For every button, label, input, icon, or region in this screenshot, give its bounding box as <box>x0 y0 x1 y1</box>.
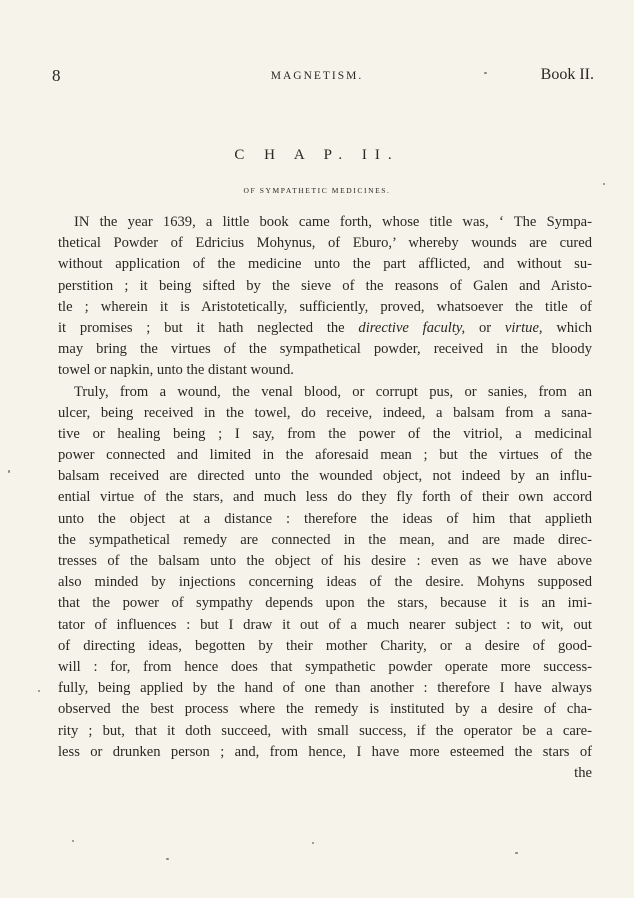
text-line: tle ; wherein it is Aristotetically, sufficiently, proved, whatsoever the title of <box>58 298 592 315</box>
text-line: also minded by injections concerning ideas of the desire. Mohyns supposed <box>58 574 592 591</box>
paper-speck <box>515 852 518 854</box>
text-line: without application of the medicine unto the part afflicted, and without su- <box>58 256 592 273</box>
text-line: rity ; but, that it doth succeed, with small success, if the operator be a care- <box>58 722 592 739</box>
paragraph-2 <box>58 382 592 785</box>
paper-speck <box>72 840 74 842</box>
text-line: thetical Powder of Edricius Mohynus, of Eburo,’ whereby wounds are cured <box>58 235 592 252</box>
text-segment: or <box>478 319 492 336</box>
page-number: 8 <box>52 66 61 85</box>
paper-speck <box>484 72 487 74</box>
catchword: the <box>574 764 592 781</box>
text-line: that the power of sympathy depends upon the stars, because it is an imi- <box>58 595 592 612</box>
text-line: ulcer, being received in the towel, do receive, indeed, a balsam from a sana- <box>58 404 592 421</box>
body-text <box>58 212 592 784</box>
text-line: may bring the virtues of the sympathetical powder, received in the bloody <box>58 341 592 358</box>
paragraph-1 <box>58 212 592 382</box>
text-line: of directing ideas, begotten by their mother Charity, or a desire of good- <box>58 637 592 654</box>
text-line: tive or healing being ; I say, from the power of the vitriol, a medicinal <box>58 425 592 442</box>
paper-speck <box>312 842 314 844</box>
italic-term: virtue, <box>504 319 543 336</box>
text-line: Truly, from a wound, the venal blood, or corrupt pus, or sanies, from an <box>74 383 592 400</box>
paper-speck <box>603 183 605 185</box>
text-line: fully, being applied by the hand of one than another : therefore I have always <box>58 680 592 697</box>
text-line: ential virtue of the stars, and much less do they fly forth of their own accord <box>58 489 592 506</box>
paper-speck <box>38 690 40 692</box>
text-line: will : for, from hence does that sympathetic powder operate more success- <box>58 658 592 675</box>
text-line: tator of influences : but I draw it out of a much nearer subject : to wit, out <box>58 616 592 633</box>
text-line: the sympathetical remedy are connected in the mean, and are made direc- <box>58 531 592 548</box>
text-line: observed the best process where the remedy is instituted by a desire of cha- <box>58 701 592 718</box>
italic-term: directive faculty, <box>358 319 466 336</box>
text-line: power connected and limited in the aforesaid mean ; but the virtues of the <box>58 447 592 464</box>
text-segment: which <box>556 319 593 336</box>
running-header <box>0 66 634 90</box>
text-line: towel or napkin, unto the distant wound. <box>58 362 294 379</box>
text-line-mixed <box>58 318 592 339</box>
text-line: unto the object at a distance : therefore the ideas of him that applieth <box>58 510 592 527</box>
text-line: IN the year 1639, a little book came forth, whose title was, ‘ The Sympa- <box>74 214 592 230</box>
running-title: MAGNETISM. <box>270 70 364 82</box>
chapter-subtitle: OF SYMPATHETIC MEDICINES. <box>243 186 391 195</box>
book-label: Book II. <box>540 66 594 83</box>
text-line: perstition ; it being sifted by the sieve of the reasons of Galen and Aristo- <box>58 277 592 294</box>
text-line: less or drunken person ; and, from hence, I have more esteemed the stars of <box>58 743 592 760</box>
paper-speck <box>166 858 169 860</box>
text-line: tresses of the balsam unto the object of his desire : even as we have above <box>58 553 592 569</box>
paper-speck <box>8 470 10 473</box>
text-segment: it promises ; but it hath neglected the <box>58 319 345 336</box>
chapter-title: C H A P. II. <box>234 147 400 163</box>
text-line: balsam received are directed unto the wounded object, not indeed by an influ- <box>58 468 592 485</box>
